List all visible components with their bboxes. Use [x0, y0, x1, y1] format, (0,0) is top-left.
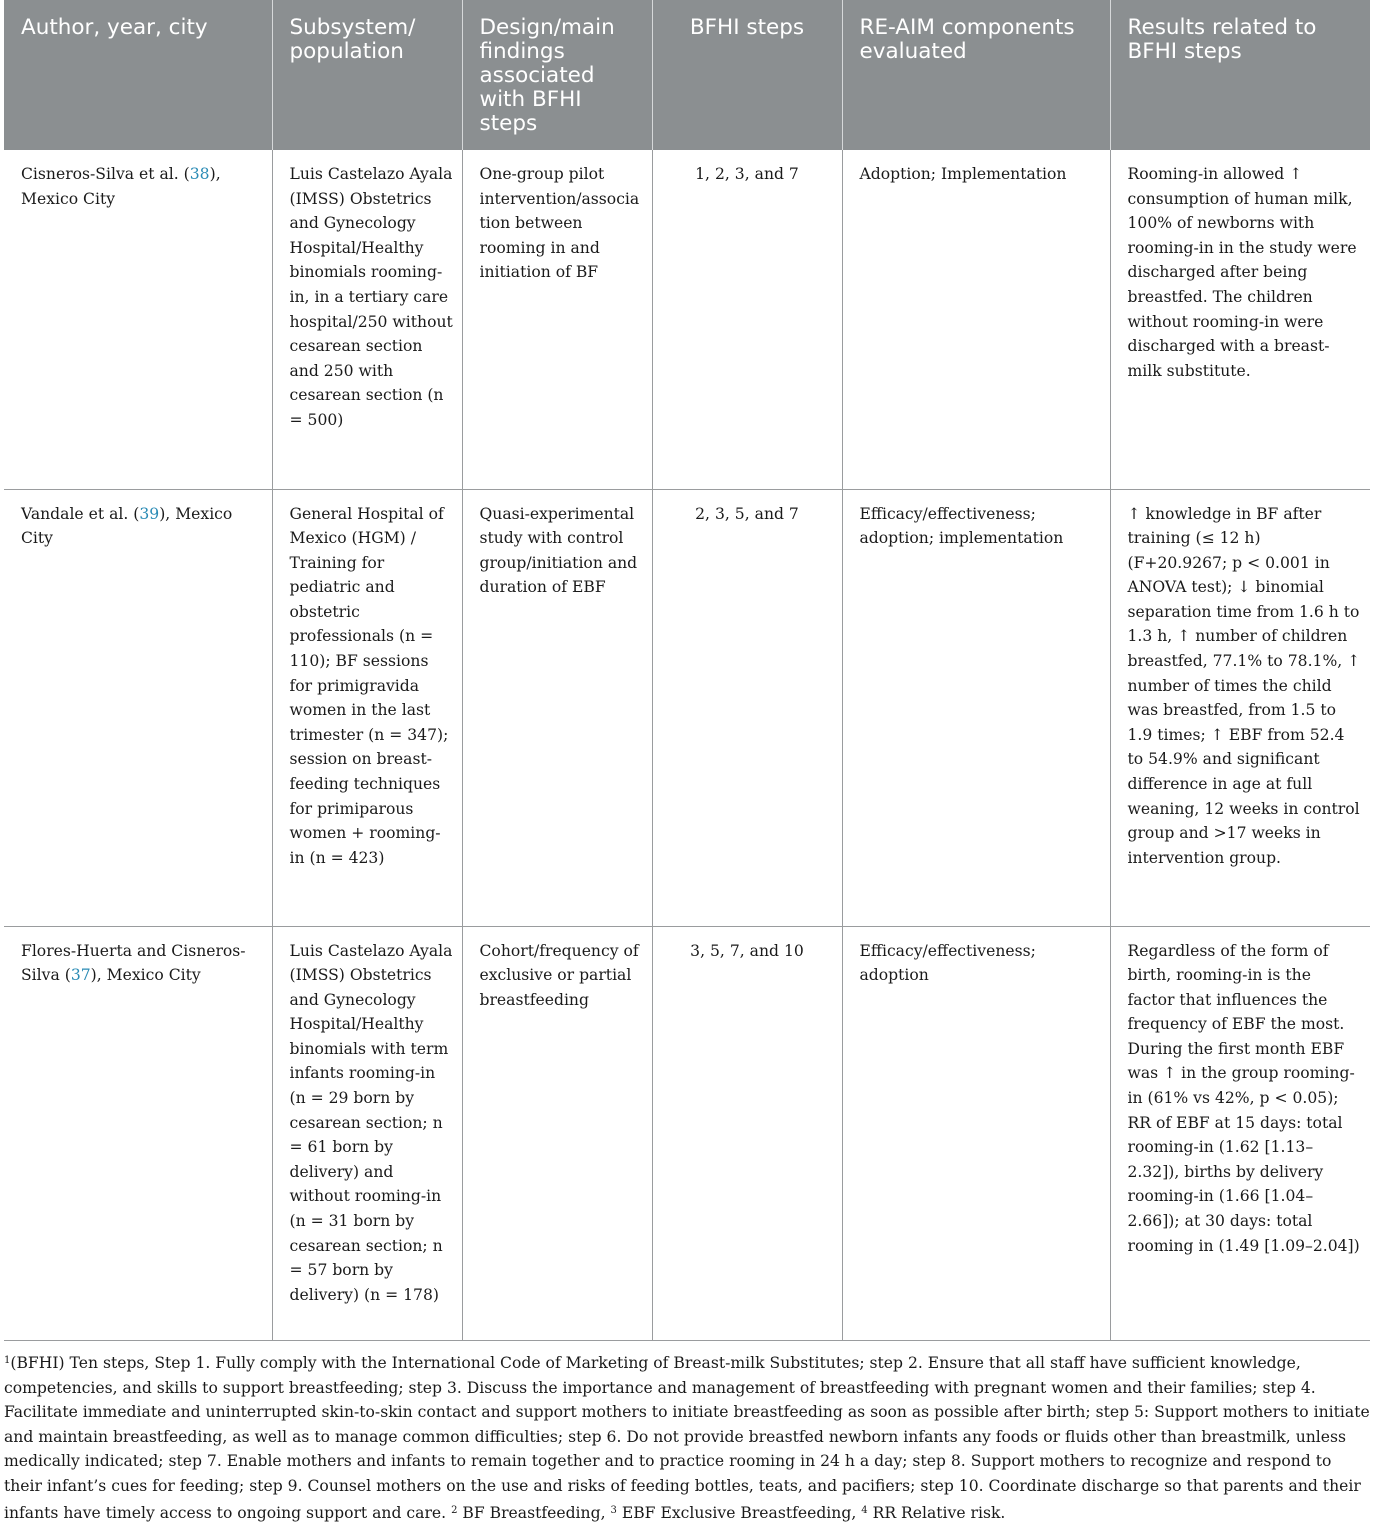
cell-results: ↑ knowledge in BF after training (≤ 12 h) (F+20.9267; p < 0.001 in ANOVA test); ↓ binomial separation time from 1.6 h to 1.3 h, ↑ number of children breastfed, 77.1% to 78.1%, ↑ number of times the child was breastfed, from 1.5 to 1.9 times; ↑ EBF from 52.4 to 54.9% and significant difference in age at full weaning, 12 weeks in control group and >17 weeks in intervention group.: [1110, 489, 1370, 926]
cell-bfhi-steps: 3, 5, 7, and 10: [652, 926, 842, 1340]
author-city: ), Mexico City: [21, 504, 233, 548]
cell-design: Quasi-experimental study with control group/initiation and duration of EBF: [462, 489, 652, 926]
cell-author: [4, 150, 272, 489]
author-city: ), Mexico City: [21, 165, 221, 208]
header-row: [4, 0, 1370, 150]
footnote-text: EBF Exclusive Breastfeeding,: [621, 1503, 857, 1522]
footnote-marker: 2: [451, 1504, 458, 1516]
author-city: ), Mexico City: [90, 966, 201, 985]
header-author: Author, year, city: [4, 0, 272, 150]
author-text: Flores-Huerta and Cisneros-Silva (: [21, 941, 246, 985]
reference-link[interactable]: 37: [70, 966, 91, 985]
author-text: Vandale et al. (: [21, 504, 140, 523]
cell-reaim: Efficacy/effectiveness; adoption; implementation: [842, 489, 1110, 926]
cell-bfhi-steps: 2, 3, 5, and 7: [652, 489, 842, 926]
cell-subsystem: Luis Castelazo Ayala (IMSS) Obstetrics and Gynecology Hospital/Healthy binomials rooming-in, in a tertiary care hospital/250 without cesarean section and 250 with cesarean section (n = 500): [272, 150, 462, 489]
header-design: Design/main findings associated with BFHI steps: [462, 0, 652, 150]
table-row: [4, 150, 1370, 489]
cell-results: Rooming-in allowed ↑ consumption of human milk, 100% of newborns with rooming-in in the study were discharged after being breastfed. The children without rooming-in were discharged with a breast-milk substitute.: [1110, 150, 1370, 489]
cell-subsystem: Luis Castelazo Ayala (IMSS) Obstetrics and Gynecology Hospital/Healthy binomials with term infants rooming-in (n = 29 born by cesarean section; n = 61 born by delivery) and without rooming-in (n = 31 born by cesarean section; n = 57 born by delivery) (n = 178): [272, 926, 462, 1340]
header-subsystem: Subsystem/ population: [272, 0, 462, 150]
footnote-marker: 4: [861, 1504, 868, 1516]
cell-author: [4, 489, 272, 926]
cell-design: Cohort/frequency of exclusive or partial breastfeeding: [462, 926, 652, 1340]
table-row: [4, 489, 1370, 926]
footnote-marker: 3: [610, 1504, 617, 1516]
reference-link[interactable]: 38: [189, 165, 210, 183]
cell-bfhi-steps: 1, 2, 3, and 7: [652, 150, 842, 489]
studies-table: [4, 0, 1370, 1341]
footnote-text: (BFHI) Ten steps, Step 1. Fully comply with the International Code of Marketing of Breast-milk Substitutes; step 2. Ensure that all staff have sufficient knowledge, competencies, and skills to support breastfeeding; step 3. Discuss the importance and management of breastfeeding with pregnant women and their families; step 4. Facilitate immediate and uninterrupted skin-to-skin contact and support mothers to initiate breastfeeding as soon as possible after birth; step 5: Support mothers to initiate and maintain breastfeeding, as well as to manage common difficulties; step 6. Do not provide breastfed newborn infants any foods or fluids other than breastmilk, unless medically indicated; step 7. Enable mothers and infants to remain together and to practice rooming in 24 h a day; step 8. Support mothers to recognize and respond to their infant’s cues for feeding; step 9. Counsel mothers on the use and risks of feeding bottles, teats, and pacifiers; step 10. Coordinate discharge so that parents and their infants have timely access to ongoing support and care.: [4, 1354, 1370, 1522]
header-results: Results related to BFHI steps: [1110, 0, 1370, 150]
reference-link[interactable]: 39: [139, 504, 160, 523]
cell-design: One-group pilot intervention/association between rooming in and initiation of BF: [462, 150, 652, 489]
header-reaim: RE-AIM components evaluated: [842, 0, 1110, 150]
cell-reaim: Efficacy/effectiveness; adoption: [842, 926, 1110, 1340]
footnote-text: RR Relative risk.: [872, 1503, 1006, 1522]
table-row: [4, 926, 1370, 1340]
cell-reaim: Adoption; Implementation: [842, 150, 1110, 489]
table-footnote: [4, 1349, 1370, 1525]
cell-subsystem: General Hospital of Mexico (HGM) / Training for pediatric and obstetric professionals (n = 110); BF sessions for primigravida women in the last trimester (n = 347); session on breast-feeding techniques for primiparous women + rooming-in (n = 423): [272, 489, 462, 926]
cell-results: Regardless of the form of birth, rooming-in is the factor that influences the frequency of EBF the most. During the first month EBF was ↑ in the group rooming-in (61% vs 42%, p < 0.05); RR of EBF at 15 days: total rooming-in (1.62 [1.13–2.32]), births by delivery rooming-in (1.66 [1.04–2.66]); at 30 days: total rooming in (1.49 [1.09–2.04]): [1110, 926, 1370, 1340]
author-text: Cisneros-Silva et al. (: [21, 165, 190, 183]
footnote-text: BF Breastfeeding,: [462, 1503, 606, 1522]
header-bfhi-steps: BFHI steps: [652, 0, 842, 150]
cell-author: [4, 926, 272, 1340]
footnote-marker: 1: [4, 1355, 11, 1366]
